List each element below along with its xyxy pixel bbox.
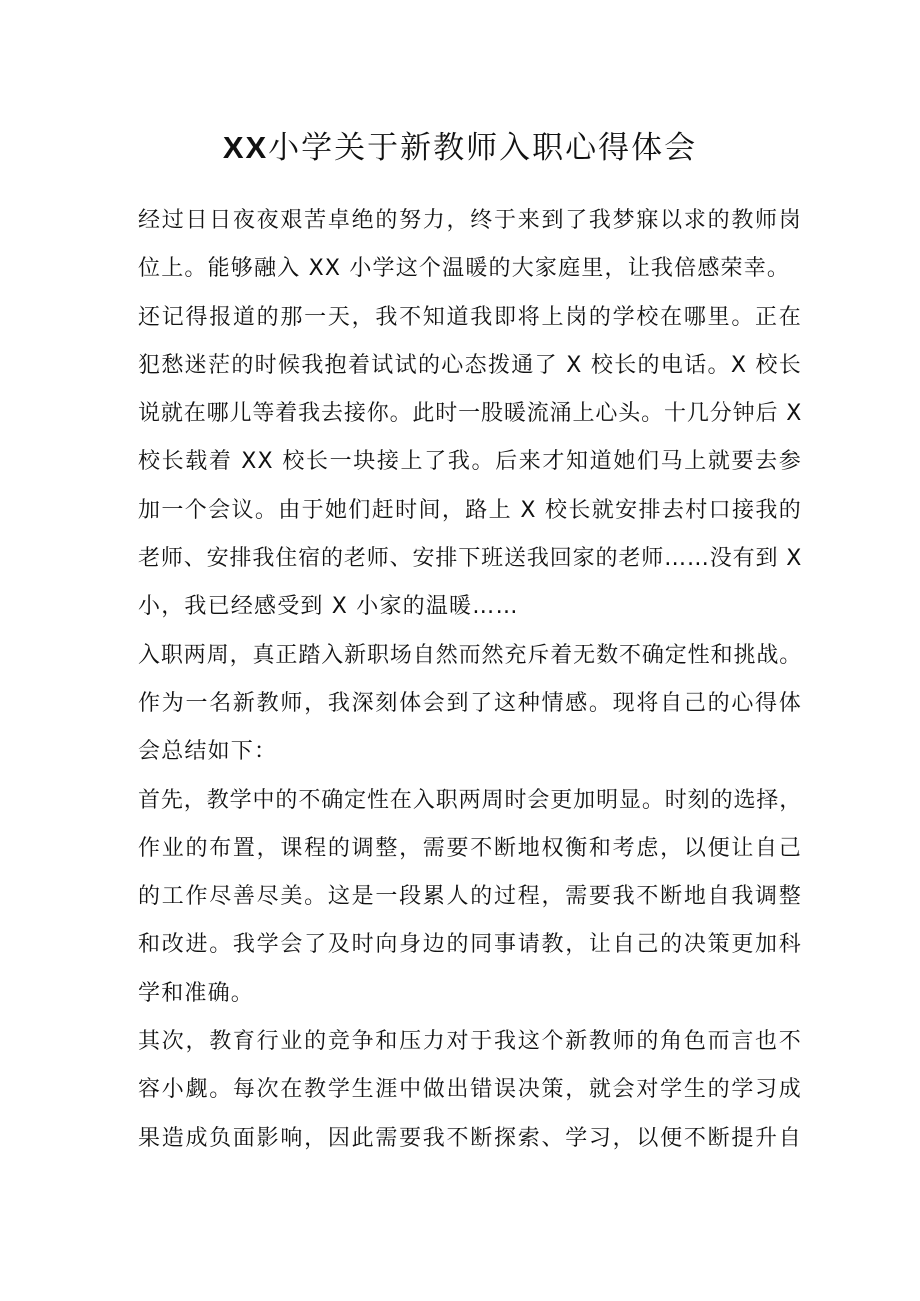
body-line: 首先，教学中的不确定性在入职两周时会更加明显。时刻的选择， [138,787,802,813]
body-line: 位上。能够融入 XX 小学这个温暖的大家庭里，让我倍感荣幸。 [138,256,791,282]
body-line: 作业的布置，课程的调整，需要不断地权衡和考虑，以便让自己 [138,835,802,861]
body-line: 加一个会议。由于她们赶时间，路上 X 校长就安排去村口接我的 [138,497,802,523]
body-line: 作为一名新教师，我深刻体会到了这种情感。现将自己的心得体 [138,690,802,716]
body-line: 学和准确。 [138,980,255,1006]
body-line: 和改进。我学会了及时向身边的同事请教，让自己的决策更加科 [138,932,802,958]
body-line: 老师、安排我住宿的老师、安排下班送我回家的老师……没有到 X [138,546,802,572]
body-line: 其次，教育行业的竞争和压力对于我这个新教师的角色而言也不 [138,1029,802,1055]
body-line: 小，我已经感受到 X 小家的温暖…… [138,594,519,620]
body-line: 会总结如下： [138,739,278,765]
title-text: 小学关于新教师入职心得体会 [268,130,698,166]
document-title [0,124,920,172]
body-line: 的工作尽善尽美。这是一段累人的过程，需要我不断地自我调整 [138,884,802,910]
body-line: 经过日日夜夜艰苦卓绝的努力，终于来到了我梦寐以求的教师岗 [138,208,802,233]
body-line: 校长载着 XX 校长一块接上了我。后来才知道她们马上就要去参 [138,449,802,475]
body-line: 容小觑。每次在教学生涯中做出错误决策，就会对学生的学习成 [138,1077,802,1103]
document-body [138,197,802,1163]
body-line: 果造成负面影响，因此需要我不断探索、学习，以便不断提升自 [138,1125,802,1151]
body-line: 说就在哪儿等着我去接你。此时一股暖流涌上心头。十几分钟后 X [138,401,802,427]
body-line: 还记得报道的那一天，我不知道我即将上岗的学校在哪里。正在 [138,304,802,330]
body-line: 犯愁迷茫的时候我抱着试试的心态拨通了 X 校长的电话。X 校长 [138,352,802,378]
title-prefix: XX [222,130,269,165]
body-line: 入职两周，真正踏入新职场自然而然充斥着无数不确定性和挑战。 [138,642,802,668]
